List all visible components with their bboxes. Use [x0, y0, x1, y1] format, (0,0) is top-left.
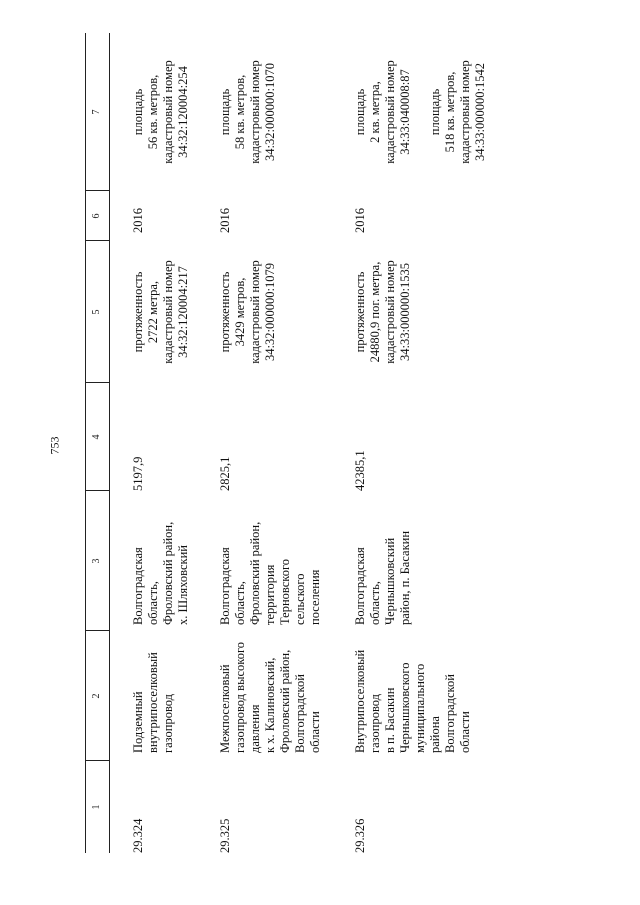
object-name-line: к х. Калиновский, — [263, 657, 277, 753]
characteristics-line: кадастровый номер — [248, 260, 262, 364]
object-year: 2016 — [218, 208, 232, 233]
object-value: 5197,9 — [131, 456, 145, 491]
object-name-line: внутрипоселковый — [146, 652, 160, 753]
object-name-line: давления — [248, 704, 262, 753]
column-header-4: 4 — [91, 434, 102, 440]
characteristics-line: 24880,9 пог. метра, — [368, 261, 382, 363]
land-plot-line: площадь — [353, 88, 367, 136]
object-name-line: области — [308, 711, 322, 753]
object-year: 2016 — [353, 208, 367, 233]
location-line: область, — [368, 581, 382, 625]
land-plot-spacer — [413, 33, 428, 191]
characteristics-line: 2722 метра, — [146, 280, 160, 344]
object-name-line: Внутрипоселковый — [353, 649, 367, 753]
land-plot-line: 34:33:000000:1542 — [473, 63, 487, 161]
land-plot-line: 2 кв. метра, — [368, 81, 382, 143]
characteristics-line: 3429 метров, — [233, 277, 247, 347]
land-plot-line: площадь — [131, 88, 145, 136]
land-plot-line: 34:32:000000:1070 — [263, 63, 277, 161]
object-name-line: области — [458, 711, 472, 753]
land-plot-line: 56 кв. метров, — [146, 74, 160, 150]
land-plot-info — [353, 33, 488, 191]
object-value: 2825,1 — [218, 456, 232, 491]
characteristics-line: протяженность — [218, 271, 232, 353]
object-characteristics — [353, 241, 413, 383]
land-plot-line: 58 кв. метров, — [233, 74, 247, 150]
object-name-line: района — [428, 716, 442, 753]
row-number: 29.325 — [218, 818, 232, 853]
land-plot-line: 34:32:120004:254 — [176, 66, 190, 158]
object-name-line: Подземный — [131, 691, 145, 753]
land-plot-line: 518 кв. метров, — [443, 71, 457, 153]
location-line: район, п. Басакин — [398, 530, 412, 625]
land-plot-info — [131, 33, 191, 191]
object-characteristics — [218, 241, 278, 383]
location-line: Волгоградская — [218, 547, 232, 625]
characteristics-line: протяженность — [131, 271, 145, 353]
object-location — [131, 491, 191, 625]
row-number: 29.324 — [131, 818, 145, 853]
location-line: поселения — [308, 569, 322, 625]
object-year: 2016 — [131, 208, 145, 233]
land-plot-line: кадастровый номер — [248, 60, 262, 164]
column-header-2: 2 — [91, 693, 102, 699]
object-name-line: Волгоградской — [443, 674, 457, 753]
land-plot-line: кадастровый номер — [458, 60, 472, 164]
location-line: область, — [233, 581, 247, 625]
characteristics-line: протяженность — [353, 271, 367, 353]
characteristics-line: кадастровый номер — [383, 260, 397, 364]
land-plot-line: площадь — [428, 88, 442, 136]
location-line: территория — [263, 564, 277, 625]
column-header-6: 6 — [91, 213, 102, 219]
rotated-table — [85, 33, 640, 853]
object-name-line: муниципального — [413, 663, 427, 753]
object-value: 42385,1 — [353, 450, 367, 491]
location-line: Чернышковский — [383, 537, 397, 625]
column-header-7: 7 — [91, 109, 102, 115]
object-name-line: газопровод — [161, 693, 175, 753]
land-plot-line: кадастровый номер — [383, 60, 397, 164]
object-name-line: Межпоселковый — [218, 664, 232, 753]
object-name-line: Волгоградской — [293, 674, 307, 753]
location-line: Волгоградская — [131, 547, 145, 625]
land-plot-line: площадь — [218, 88, 232, 136]
location-line: сельского — [293, 573, 307, 625]
location-line: Терновского — [278, 558, 292, 625]
location-line: область, — [146, 581, 160, 625]
object-name-line: в п. Басакин — [383, 687, 397, 753]
object-characteristics — [131, 241, 191, 383]
object-name — [218, 629, 323, 753]
page-number: 753 — [47, 436, 62, 455]
characteristics-line: кадастровый номер — [161, 260, 175, 364]
object-name-line: газопровод высокого — [233, 641, 247, 753]
object-location — [353, 491, 413, 625]
header-bottom-rule — [109, 33, 110, 853]
location-line: х. Шляховский — [176, 545, 190, 625]
characteristics-line: 34:32:000000:1079 — [263, 263, 277, 361]
object-name-line: Чернышковского — [398, 662, 412, 753]
object-location — [218, 491, 323, 625]
location-line: Волгоградская — [353, 547, 367, 625]
characteristics-line: 34:33:000000:1535 — [398, 263, 412, 361]
row-number: 29.326 — [353, 818, 367, 853]
column-header-5: 5 — [91, 309, 102, 315]
characteristics-line: 34:32:120004:217 — [176, 266, 190, 358]
object-name-line: Фроловский район, — [278, 649, 292, 753]
object-name-line: газопровод — [368, 693, 382, 753]
object-name — [131, 629, 176, 753]
land-plot-info — [218, 33, 278, 191]
table-header — [85, 33, 109, 853]
object-name — [353, 629, 473, 753]
land-plot-line: 34:33:040008:87 — [398, 69, 412, 155]
column-header-3: 3 — [91, 558, 102, 564]
land-plot-line: кадастровый номер — [161, 60, 175, 164]
location-line: Фроловский район, — [248, 521, 262, 625]
location-line: Фроловский район, — [161, 521, 175, 625]
column-header-1: 1 — [91, 804, 102, 810]
